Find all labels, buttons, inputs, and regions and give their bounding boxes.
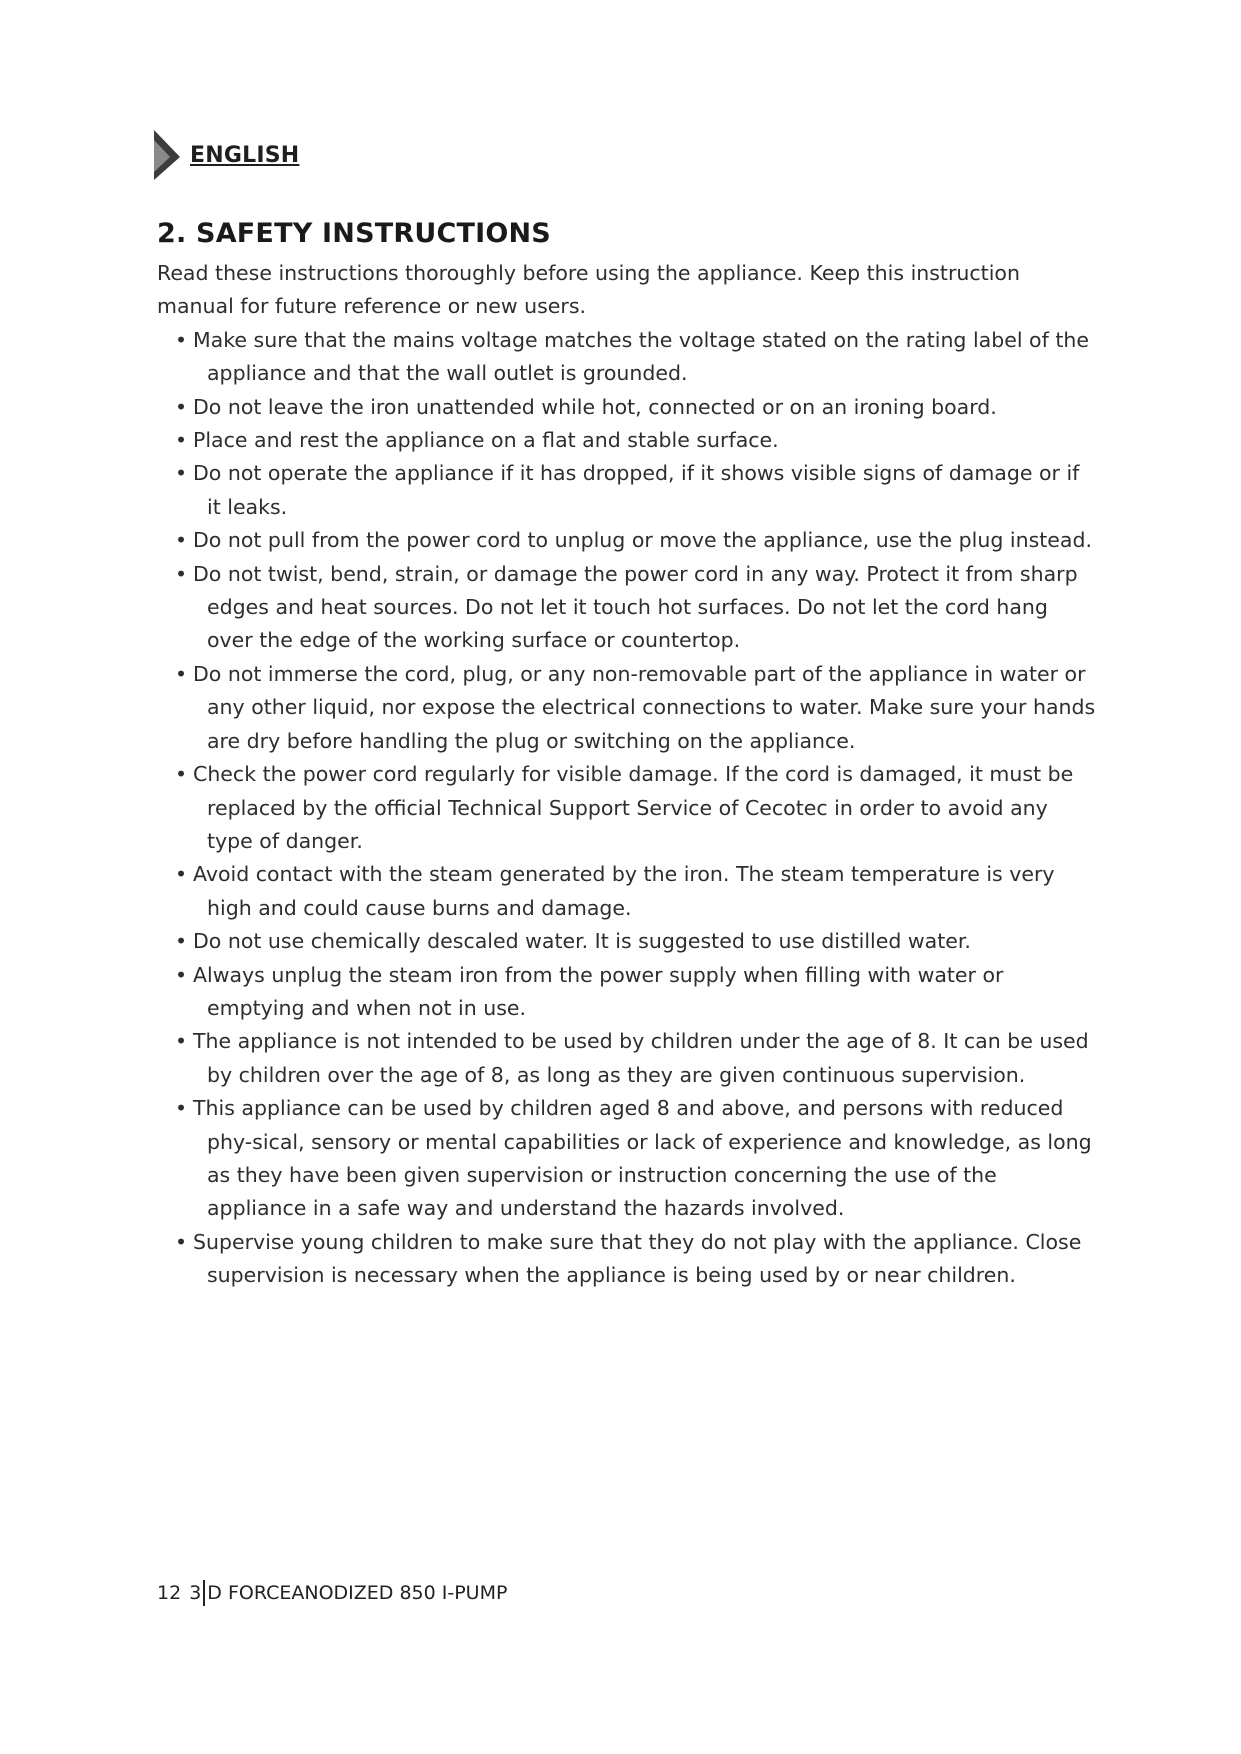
safety-instruction-text: Supervise young children to make sure that they do not play with the appliance. Close supervision is necessary when the appliance is being used by or near children. [193, 1229, 1082, 1288]
safety-instruction-text: Avoid contact with the steam generated by the iron. The steam temperature is very high and could cause burns and damage. [193, 862, 1055, 920]
safety-instruction-text: Check the power cord regularly for visible damage. If the cord is damaged, it must be replaced by the official Technical Support Service of Cecotec in order to avoid any type of danger. [193, 762, 1074, 853]
safety-instruction-text: Do not operate the appliance if it has dropped, if it shows visible signs of damage or if it leaks. [193, 461, 1080, 519]
safety-instruction-list [157, 324, 1097, 1293]
safety-instruction-text: Do not leave the iron unattended while hot, connected or on an ironing board. [193, 394, 997, 419]
safety-instruction-item [157, 558, 1097, 658]
safety-instruction-item [157, 524, 1097, 557]
safety-instruction-text: This appliance can be used by children aged 8 and above, and persons with reduced phy-sical, sensory or mental capabilities or lack of experience and knowledge, as long as they have been given supervision or instruction concerning the use of the appliance in a safe way and understand the hazards involved. [193, 1096, 1092, 1221]
safety-instruction-text: Place and rest the appliance on a flat and stable surface. [193, 428, 779, 453]
safety-instruction-item [157, 925, 1097, 958]
bullet-icon: • [175, 428, 188, 453]
safety-instruction-item [157, 959, 1097, 1026]
safety-instruction-item [157, 758, 1097, 858]
bullet-icon: • [175, 394, 188, 419]
bullet-icon: • [175, 661, 188, 686]
bullet-icon: • [175, 1229, 188, 1254]
product-prefix: 3 [189, 1582, 202, 1604]
product-name: D FORCEANODIZED 850 I-PUMP [207, 1582, 508, 1604]
safety-instruction-item [157, 391, 1097, 424]
safety-instruction-text: Do not twist, bend, strain, or damage the power cord in any way. Protect it from sharp edges and heat sources. Do not let it touch hot surfaces. Do not let the cord hang over the edge of the working surface or countertop. [193, 561, 1078, 653]
safety-instruction-item [157, 424, 1097, 457]
bullet-icon: • [175, 929, 188, 954]
safety-instruction-item [157, 658, 1097, 758]
chevron-arrow-icon [154, 130, 180, 180]
safety-instruction-item [157, 1226, 1097, 1293]
bullet-icon: • [175, 862, 188, 887]
section-body [157, 257, 1097, 1293]
safety-instruction-text: Make sure that the mains voltage matches the voltage stated on the rating label of the appliance and that the wall outlet is grounded. [193, 327, 1089, 386]
safety-instruction-text: Do not immerse the cord, plug, or any non-removable part of the appliance in water or any other liquid, nor expose the electrical connections to water. Make sure your hands are dry before handling the plug or switching on the appliance. [193, 661, 1096, 753]
safety-instruction-item [157, 324, 1097, 391]
bullet-icon: • [175, 1096, 188, 1121]
page-footer [157, 1580, 507, 1606]
safety-instruction-item [157, 457, 1097, 524]
bullet-icon: • [175, 561, 188, 586]
safety-instruction-item [157, 858, 1097, 925]
bullet-icon: • [175, 1029, 188, 1054]
section-title: 2. SAFETY INSTRUCTIONS [157, 218, 551, 249]
footer-divider [203, 1580, 205, 1606]
intro-paragraph: Read these instructions thoroughly before using the appliance. Keep this instruction manual for future reference or new users. [157, 261, 1020, 319]
bullet-icon: • [175, 962, 188, 987]
language-label: ENGLISH [190, 142, 300, 168]
bullet-icon: • [175, 327, 188, 352]
safety-instruction-text: Always unplug the steam iron from the power supply when filling with water or emptying and when not in use. [193, 962, 1004, 1020]
safety-instruction-item [157, 1092, 1097, 1226]
safety-instruction-text: Do not pull from the power cord to unplug or move the appliance, use the plug instead. [193, 528, 1092, 553]
safety-instruction-item [157, 1025, 1097, 1092]
safety-instruction-text: The appliance is not intended to be used by children under the age of 8. It can be used by children over the age of 8, as long as they are given continuous supervision. [193, 1029, 1089, 1087]
bullet-icon: • [175, 461, 188, 486]
language-header [154, 130, 299, 180]
page-number: 12 [157, 1582, 182, 1604]
safety-instruction-text: Do not use chemically descaled water. It is suggested to use distilled water. [193, 929, 971, 954]
bullet-icon: • [175, 762, 188, 787]
bullet-icon: • [175, 528, 188, 553]
